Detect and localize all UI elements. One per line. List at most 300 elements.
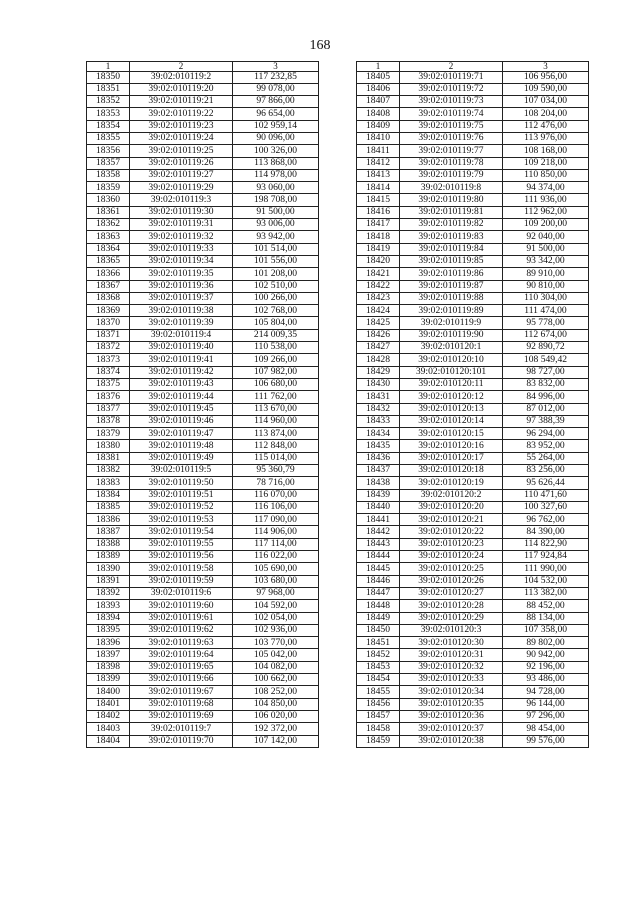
value-cell: 92 040,00 <box>503 231 589 243</box>
cadastral-id-cell: 39:02:010119:76 <box>400 132 503 144</box>
cadastral-id-cell: 39:02:010119:87 <box>400 280 503 292</box>
table-row <box>87 538 319 550</box>
table-row <box>357 403 589 415</box>
table-row <box>87 674 319 686</box>
table-row <box>357 674 589 686</box>
row-number-cell: 18452 <box>357 649 400 661</box>
table-row <box>87 465 319 477</box>
table-header-row <box>87 62 319 72</box>
value-cell: 103 770,00 <box>233 637 319 649</box>
cadastral-id-cell: 39:02:010119:53 <box>130 514 233 526</box>
table-row <box>357 120 589 132</box>
cadastral-id-cell: 39:02:010120:38 <box>400 735 503 747</box>
value-cell: 109 218,00 <box>503 157 589 169</box>
value-cell: 99 078,00 <box>233 83 319 95</box>
cadastral-id-cell: 39:02:010120:33 <box>400 674 503 686</box>
table-row <box>357 71 589 83</box>
value-cell: 94 374,00 <box>503 182 589 194</box>
value-cell: 100 327,60 <box>503 501 589 513</box>
table-row <box>357 551 589 563</box>
value-cell: 88 452,00 <box>503 600 589 612</box>
table-row <box>87 723 319 735</box>
value-cell: 114 822,90 <box>503 538 589 550</box>
row-number-cell: 18350 <box>87 71 130 83</box>
row-number-cell: 18417 <box>357 219 400 231</box>
cadastral-id-cell: 39:02:010120:2 <box>400 489 503 501</box>
table-row <box>357 206 589 218</box>
value-cell: 55 264,00 <box>503 452 589 464</box>
row-number-cell: 18450 <box>357 624 400 636</box>
value-cell: 100 266,00 <box>233 292 319 304</box>
value-cell: 83 952,00 <box>503 440 589 452</box>
table-row <box>87 477 319 489</box>
row-number-cell: 18379 <box>87 428 130 440</box>
table-row <box>87 489 319 501</box>
value-cell: 114 960,00 <box>233 415 319 427</box>
value-cell: 107 358,00 <box>503 624 589 636</box>
table-row <box>87 83 319 95</box>
value-cell: 105 690,00 <box>233 563 319 575</box>
cadastral-id-cell: 39:02:010119:43 <box>130 378 233 390</box>
row-number-cell: 18397 <box>87 649 130 661</box>
value-cell: 105 804,00 <box>233 317 319 329</box>
value-cell: 96 294,00 <box>503 428 589 440</box>
cadastral-id-cell: 39:02:010120:14 <box>400 415 503 427</box>
row-number-cell: 18391 <box>87 575 130 587</box>
value-cell: 91 500,00 <box>233 206 319 218</box>
table-row <box>357 489 589 501</box>
cadastral-id-cell: 39:02:010120:13 <box>400 403 503 415</box>
table-row <box>357 96 589 108</box>
row-number-cell: 18381 <box>87 452 130 464</box>
cadastral-id-cell: 39:02:010119:27 <box>130 169 233 181</box>
cadastral-id-cell: 39:02:010120:35 <box>400 698 503 710</box>
cadastral-id-cell: 39:02:010119:31 <box>130 219 233 231</box>
value-cell: 92 196,00 <box>503 661 589 673</box>
row-number-cell: 18410 <box>357 132 400 144</box>
table-row <box>357 514 589 526</box>
value-cell: 95 626,44 <box>503 477 589 489</box>
value-cell: 100 662,00 <box>233 674 319 686</box>
value-cell: 91 500,00 <box>503 243 589 255</box>
column-header-number: 1 <box>87 62 130 72</box>
table-row <box>357 612 589 624</box>
cadastral-id-cell: 39:02:010119:26 <box>130 157 233 169</box>
table-row <box>357 477 589 489</box>
value-cell: 84 996,00 <box>503 391 589 403</box>
cadastral-table-right <box>356 61 589 748</box>
cadastral-table-left <box>86 61 319 748</box>
cadastral-id-cell: 39:02:010119:78 <box>400 157 503 169</box>
row-number-cell: 18399 <box>87 674 130 686</box>
row-number-cell: 18387 <box>87 526 130 538</box>
value-cell: 88 134,00 <box>503 612 589 624</box>
value-cell: 104 082,00 <box>233 661 319 673</box>
value-cell: 117 924,84 <box>503 551 589 563</box>
cadastral-id-cell: 39:02:010120:1 <box>400 342 503 354</box>
value-cell: 96 654,00 <box>233 108 319 120</box>
value-cell: 94 728,00 <box>503 686 589 698</box>
value-cell: 102 768,00 <box>233 305 319 317</box>
value-cell: 96 144,00 <box>503 698 589 710</box>
row-number-cell: 18429 <box>357 366 400 378</box>
value-cell: 105 042,00 <box>233 649 319 661</box>
cadastral-id-cell: 39:02:010120:31 <box>400 649 503 661</box>
table-row <box>87 354 319 366</box>
value-cell: 108 549,42 <box>503 354 589 366</box>
cadastral-id-cell: 39:02:010119:7 <box>130 723 233 735</box>
cadastral-id-cell: 39:02:010120:18 <box>400 465 503 477</box>
table-row <box>357 661 589 673</box>
cadastral-id-cell: 39:02:010119:41 <box>130 354 233 366</box>
row-number-cell: 18374 <box>87 366 130 378</box>
value-cell: 111 936,00 <box>503 194 589 206</box>
table-row <box>357 169 589 181</box>
cadastral-id-cell: 39:02:010119:69 <box>130 710 233 722</box>
value-cell: 111 762,00 <box>233 391 319 403</box>
table-row <box>87 378 319 390</box>
cadastral-id-cell: 39:02:010120:101 <box>400 366 503 378</box>
value-cell: 101 514,00 <box>233 243 319 255</box>
row-number-cell: 18411 <box>357 145 400 157</box>
row-number-cell: 18446 <box>357 575 400 587</box>
value-cell: 110 304,00 <box>503 292 589 304</box>
cadastral-id-cell: 39:02:010119:60 <box>130 600 233 612</box>
value-cell: 104 592,00 <box>233 600 319 612</box>
cadastral-id-cell: 39:02:010119:83 <box>400 231 503 243</box>
table-row <box>357 366 589 378</box>
row-number-cell: 18400 <box>87 686 130 698</box>
cadastral-id-cell: 39:02:010119:33 <box>130 243 233 255</box>
cadastral-id-cell: 39:02:010119:55 <box>130 538 233 550</box>
table-row <box>357 587 589 599</box>
cadastral-id-cell: 39:02:010119:73 <box>400 96 503 108</box>
cadastral-id-cell: 39:02:010119:50 <box>130 477 233 489</box>
table-row <box>357 465 589 477</box>
cadastral-id-cell: 39:02:010120:22 <box>400 526 503 538</box>
table-row <box>357 342 589 354</box>
table-row <box>357 637 589 649</box>
table-row <box>357 415 589 427</box>
table-row <box>357 575 589 587</box>
table-row <box>87 514 319 526</box>
row-number-cell: 18359 <box>87 182 130 194</box>
value-cell: 109 266,00 <box>233 354 319 366</box>
table-row <box>357 391 589 403</box>
table-row <box>357 132 589 144</box>
row-number-cell: 18377 <box>87 403 130 415</box>
value-cell: 83 256,00 <box>503 465 589 477</box>
table-row <box>357 723 589 735</box>
table-row <box>87 735 319 747</box>
cadastral-id-cell: 39:02:010120:37 <box>400 723 503 735</box>
cadastral-id-cell: 39:02:010119:71 <box>400 71 503 83</box>
cadastral-id-cell: 39:02:010119:56 <box>130 551 233 563</box>
value-cell: 93 060,00 <box>233 182 319 194</box>
cadastral-id-cell: 39:02:010120:12 <box>400 391 503 403</box>
row-number-cell: 18390 <box>87 563 130 575</box>
table-row <box>87 587 319 599</box>
table-row <box>87 698 319 710</box>
cadastral-id-cell: 39:02:010119:67 <box>130 686 233 698</box>
value-cell: 107 034,00 <box>503 96 589 108</box>
value-cell: 109 590,00 <box>503 83 589 95</box>
table-row <box>357 354 589 366</box>
row-number-cell: 18434 <box>357 428 400 440</box>
table-row <box>357 624 589 636</box>
cadastral-id-cell: 39:02:010119:80 <box>400 194 503 206</box>
table-row <box>87 108 319 120</box>
table-row <box>87 661 319 673</box>
row-number-cell: 18407 <box>357 96 400 108</box>
table-row <box>87 157 319 169</box>
cadastral-id-cell: 39:02:010120:16 <box>400 440 503 452</box>
table-body-left <box>87 71 319 747</box>
table-row <box>87 526 319 538</box>
table-row <box>357 305 589 317</box>
row-number-cell: 18396 <box>87 637 130 649</box>
cadastral-id-cell: 39:02:010119:66 <box>130 674 233 686</box>
value-cell: 96 762,00 <box>503 514 589 526</box>
row-number-cell: 18373 <box>87 354 130 366</box>
value-cell: 98 727,00 <box>503 366 589 378</box>
table-row <box>87 649 319 661</box>
cadastral-id-cell: 39:02:010119:4 <box>130 329 233 341</box>
cadastral-id-cell: 39:02:010119:23 <box>130 120 233 132</box>
cadastral-id-cell: 39:02:010119:64 <box>130 649 233 661</box>
row-number-cell: 18363 <box>87 231 130 243</box>
table-row <box>87 551 319 563</box>
value-cell: 90 810,00 <box>503 280 589 292</box>
table-row <box>87 71 319 83</box>
row-number-cell: 18433 <box>357 415 400 427</box>
table-row <box>87 600 319 612</box>
cadastral-id-cell: 39:02:010119:40 <box>130 342 233 354</box>
table-row <box>87 452 319 464</box>
table-row <box>357 710 589 722</box>
row-number-cell: 18358 <box>87 169 130 181</box>
row-number-cell: 18451 <box>357 637 400 649</box>
row-number-cell: 18394 <box>87 612 130 624</box>
table-row <box>87 145 319 157</box>
row-number-cell: 18443 <box>357 538 400 550</box>
cadastral-id-cell: 39:02:010119:63 <box>130 637 233 649</box>
row-number-cell: 18365 <box>87 255 130 267</box>
column-header-cadastral-id: 2 <box>400 62 503 72</box>
value-cell: 103 680,00 <box>233 575 319 587</box>
value-cell: 102 959,14 <box>233 120 319 132</box>
table-row <box>357 428 589 440</box>
cadastral-id-cell: 39:02:010119:20 <box>130 83 233 95</box>
value-cell: 116 070,00 <box>233 489 319 501</box>
row-number-cell: 18416 <box>357 206 400 218</box>
row-number-cell: 18393 <box>87 600 130 612</box>
value-cell: 83 832,00 <box>503 378 589 390</box>
value-cell: 192 372,00 <box>233 723 319 735</box>
row-number-cell: 18357 <box>87 157 130 169</box>
cadastral-id-cell: 39:02:010120:11 <box>400 378 503 390</box>
value-cell: 108 252,00 <box>233 686 319 698</box>
row-number-cell: 18409 <box>357 120 400 132</box>
table-row <box>357 526 589 538</box>
table-row <box>87 403 319 415</box>
row-number-cell: 18425 <box>357 317 400 329</box>
value-cell: 104 532,00 <box>503 575 589 587</box>
table-row <box>87 415 319 427</box>
row-number-cell: 18353 <box>87 108 130 120</box>
row-number-cell: 18402 <box>87 710 130 722</box>
table-row <box>357 329 589 341</box>
cadastral-id-cell: 39:02:010119:47 <box>130 428 233 440</box>
value-cell: 117 232,85 <box>233 71 319 83</box>
row-number-cell: 18360 <box>87 194 130 206</box>
table-row <box>87 169 319 181</box>
row-number-cell: 18456 <box>357 698 400 710</box>
value-cell: 110 538,00 <box>233 342 319 354</box>
table-row <box>87 280 319 292</box>
table-row <box>87 255 319 267</box>
row-number-cell: 18380 <box>87 440 130 452</box>
cadastral-id-cell: 39:02:010119:72 <box>400 83 503 95</box>
cadastral-id-cell: 39:02:010120:19 <box>400 477 503 489</box>
table-row <box>87 305 319 317</box>
value-cell: 117 114,00 <box>233 538 319 550</box>
row-number-cell: 18455 <box>357 686 400 698</box>
value-cell: 110 471,60 <box>503 489 589 501</box>
row-number-cell: 18418 <box>357 231 400 243</box>
row-number-cell: 18422 <box>357 280 400 292</box>
value-cell: 116 022,00 <box>233 551 319 563</box>
table-row <box>87 96 319 108</box>
table-row <box>87 710 319 722</box>
table-row <box>87 329 319 341</box>
row-number-cell: 18412 <box>357 157 400 169</box>
cadastral-id-cell: 39:02:010120:26 <box>400 575 503 587</box>
cadastral-id-cell: 39:02:010119:32 <box>130 231 233 243</box>
value-cell: 114 906,00 <box>233 526 319 538</box>
table-row <box>357 378 589 390</box>
table-row <box>87 428 319 440</box>
row-number-cell: 18426 <box>357 329 400 341</box>
row-number-cell: 18356 <box>87 145 130 157</box>
cadastral-id-cell: 39:02:010119:51 <box>130 489 233 501</box>
table-row <box>87 391 319 403</box>
table-row <box>87 501 319 513</box>
cadastral-id-cell: 39:02:010119:34 <box>130 255 233 267</box>
value-cell: 106 680,00 <box>233 378 319 390</box>
cadastral-id-cell: 39:02:010119:90 <box>400 329 503 341</box>
row-number-cell: 18414 <box>357 182 400 194</box>
cadastral-id-cell: 39:02:010119:30 <box>130 206 233 218</box>
row-number-cell: 18403 <box>87 723 130 735</box>
value-cell: 113 670,00 <box>233 403 319 415</box>
value-cell: 84 390,00 <box>503 526 589 538</box>
row-number-cell: 18447 <box>357 587 400 599</box>
value-cell: 99 576,00 <box>503 735 589 747</box>
value-cell: 104 850,00 <box>233 698 319 710</box>
cadastral-id-cell: 39:02:010119:35 <box>130 268 233 280</box>
value-cell: 108 204,00 <box>503 108 589 120</box>
table-row <box>87 243 319 255</box>
table-row <box>357 686 589 698</box>
value-cell: 93 342,00 <box>503 255 589 267</box>
value-cell: 198 708,00 <box>233 194 319 206</box>
value-cell: 114 978,00 <box>233 169 319 181</box>
cadastral-id-cell: 39:02:010119:24 <box>130 132 233 144</box>
value-cell: 107 142,00 <box>233 735 319 747</box>
cadastral-id-cell: 39:02:010120:28 <box>400 600 503 612</box>
table-row <box>87 206 319 218</box>
table-row <box>357 194 589 206</box>
value-cell: 117 090,00 <box>233 514 319 526</box>
value-cell: 95 360,79 <box>233 465 319 477</box>
table-row <box>87 268 319 280</box>
cadastral-id-cell: 39:02:010119:86 <box>400 268 503 280</box>
row-number-cell: 18453 <box>357 661 400 673</box>
row-number-cell: 18458 <box>357 723 400 735</box>
row-number-cell: 18370 <box>87 317 130 329</box>
value-cell: 106 020,00 <box>233 710 319 722</box>
value-cell: 110 850,00 <box>503 169 589 181</box>
table-row <box>357 157 589 169</box>
value-cell: 112 476,00 <box>503 120 589 132</box>
row-number-cell: 18438 <box>357 477 400 489</box>
table-row <box>357 255 589 267</box>
cadastral-id-cell: 39:02:010119:75 <box>400 120 503 132</box>
cadastral-id-cell: 39:02:010120:17 <box>400 452 503 464</box>
table-row <box>357 600 589 612</box>
table-row <box>87 440 319 452</box>
table-row <box>87 292 319 304</box>
row-number-cell: 18376 <box>87 391 130 403</box>
cadastral-id-cell: 39:02:010119:84 <box>400 243 503 255</box>
cadastral-id-cell: 39:02:010119:82 <box>400 219 503 231</box>
row-number-cell: 18419 <box>357 243 400 255</box>
table-row <box>357 268 589 280</box>
table-row <box>87 182 319 194</box>
cadastral-id-cell: 39:02:010120:25 <box>400 563 503 575</box>
value-cell: 113 976,00 <box>503 132 589 144</box>
row-number-cell: 18398 <box>87 661 130 673</box>
cadastral-id-cell: 39:02:010119:46 <box>130 415 233 427</box>
column-header-number: 1 <box>357 62 400 72</box>
table-row <box>357 649 589 661</box>
table-row <box>87 624 319 636</box>
row-number-cell: 18361 <box>87 206 130 218</box>
cadastral-id-cell: 39:02:010119:37 <box>130 292 233 304</box>
table-row <box>87 219 319 231</box>
cadastral-id-cell: 39:02:010119:62 <box>130 624 233 636</box>
cadastral-id-cell: 39:02:010119:2 <box>130 71 233 83</box>
cadastral-id-cell: 39:02:010119:39 <box>130 317 233 329</box>
table-row <box>357 735 589 747</box>
cadastral-id-cell: 39:02:010119:54 <box>130 526 233 538</box>
row-number-cell: 18428 <box>357 354 400 366</box>
cadastral-id-cell: 39:02:010119:36 <box>130 280 233 292</box>
table-row <box>357 563 589 575</box>
table-row <box>357 182 589 194</box>
value-cell: 107 982,00 <box>233 366 319 378</box>
value-cell: 111 474,00 <box>503 305 589 317</box>
row-number-cell: 18421 <box>357 268 400 280</box>
cadastral-id-cell: 39:02:010119:22 <box>130 108 233 120</box>
cadastral-id-cell: 39:02:010119:9 <box>400 317 503 329</box>
row-number-cell: 18401 <box>87 698 130 710</box>
cadastral-id-cell: 39:02:010119:21 <box>130 96 233 108</box>
row-number-cell: 18442 <box>357 526 400 538</box>
row-number-cell: 18392 <box>87 587 130 599</box>
row-number-cell: 18444 <box>357 551 400 563</box>
